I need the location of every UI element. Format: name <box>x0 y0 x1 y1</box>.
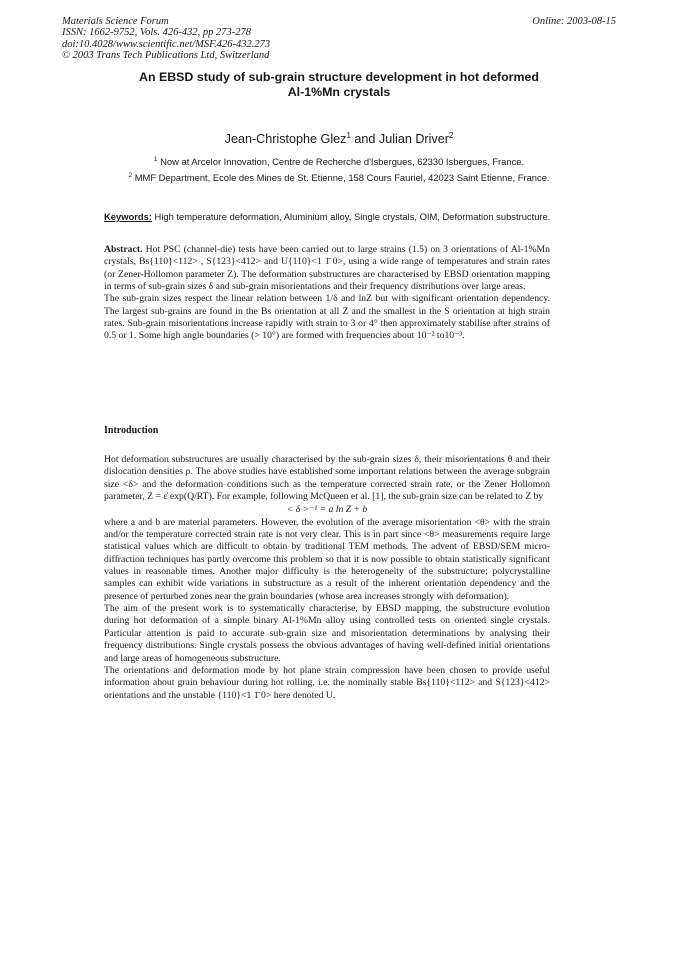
intro-paragraph-1: Hot deformation substructures are usually characterised by the sub-grain sizes δ, their misorientations θ and their dislocation densities ρ. The above studies have established some important relations between the average subgrain size <δ> and the deformation conditions such as the temperature corrected strain rate, or the Zener Hollomon parameter, Z = ε̇ exp(Q/RT). For example, following McQueen et al. [1], the sub-grain size can be related to Z by <box>104 454 550 503</box>
intro-paragraph-4: The orientations and deformation mode by hot plane strain compression have been chosen to provide useful information about grain behaviour during hot rolling, i.e. the nominally stable Bs{110}<112> and S{123}<412> orientations and the unstable {110}<1 1̄ 0> here denoted U. <box>104 664 550 701</box>
abstract-label: Abstract. <box>104 244 143 255</box>
intro-paragraph-3: The aim of the present work is to systematically characterise, by EBSD mapping, the substructure evolution during hot deformation of a simple binary Al-1%Mn alloy using controlled tests on oriented single crystals. Particular attention is paid to accurate sub-grain size and misorientation determinations by analysing their frequency distributions. Single crystals possess the obvious advantages of having well-defined initial orientations and large areas of homogeneous substructure. <box>104 603 550 664</box>
affiliation-1 <box>104 154 574 168</box>
abstract-paragraph-1 <box>104 244 550 293</box>
subgrain-equation: < δ >⁻¹ = a ln Z + b <box>286 504 368 516</box>
affiliation-1-mark: 1 <box>153 156 158 163</box>
journal-name: Materials Science Forum <box>62 16 169 27</box>
introduction-section <box>104 454 550 702</box>
abstract-text-1: Hot PSC (channel-die) tests have been carried out to large strains (1.5) on 3 orientations of Al-1%Mn crystals, Bs{110}<112> , S{123}<412> and U{110}<1 1̄ 0>, using a wide range of temperatures and strain rates (or Zener-Hollomon parameter Z). The deformation substructures are characterised by EBSD orientation mapping in terms of sub-grain sizes δ and sub-grain misorientations and their frequency distributions over large areas. <box>104 244 550 293</box>
publication-header <box>62 16 616 62</box>
affiliation-1-text: Now at Arcelor Innovation, Centre de Recherche d'Isbergues, 62330 Isbergues, France. <box>157 156 525 168</box>
title-line-1: An EBSD study of sub-grain structure development in hot deformed <box>139 70 539 84</box>
issn-line: ISSN: 1662-9752, Vols. 426-432, pp 273-278 <box>62 27 251 39</box>
paper-title <box>100 70 578 100</box>
doi-line: doi:10.4028/www.scientific.net/MSF.426-432.273 <box>62 38 271 50</box>
introduction-heading: Introduction <box>104 425 159 436</box>
online-date: Online: 2003-08-15 <box>532 16 616 27</box>
author-2-mark: 2 <box>448 131 454 140</box>
affiliation-2-mark: 2 <box>128 172 133 179</box>
abstract-section <box>104 244 550 343</box>
author-1-name: Jean-Christophe Glez <box>224 132 347 147</box>
copyright-line: © 2003 Trans Tech Publications Ltd, Switzerland <box>62 50 270 62</box>
affiliation-2-text: MMF Department, Ecole des Mines de St. Etienne, 158 Cours Fauriel, 42023 Saint Etienne, France. <box>132 172 550 184</box>
keywords-label: Keywords: <box>104 211 152 222</box>
abstract-paragraph-2: The sub-grain sizes respect the linear relation between 1/δ and lnZ but with significant orientation dependency. The largest sub-grains are found in the Bs orientation at all Z and the smallest in the S orientation at high strain rates. Sub-grain misorientations increase rapidly with strain to 3 or 4° then approximately stabilise after strains of 0.5 or 1. Some high angle boundaries (> 10°) are formed with frequencies about 10⁻² to10⁻³. <box>104 293 550 342</box>
keywords-text: High temperature deformation, Aluminium alloy, Single crystals, OIM, Deformation substructure. <box>151 211 551 222</box>
author-list <box>100 131 578 146</box>
title-line-2: Al-1%Mn crystals <box>287 85 391 99</box>
author-1-mark: 1 <box>346 131 351 140</box>
intro-paragraph-2: where a and b are material parameters. However, the evolution of the average misorientation <θ> with the strain and/or the temperature corrected strain rate is not very clear. This is in part since <θ> measurements require large statistical values which are difficult to obtain by traditional TEM methods. The advent of EBSD/SEM micro-diffraction techniques has partly overcome this problem so that it is now possible to obtain statistically significant values in reasonable times. Another major difficulty is the heterogeneity of the substructure; polycrystalline samples can exhibit wide variations in substructure as a result of the inherent orientation dependency and the presence of perturbed zones near the grain boundaries (whose area increases strongly with deformation). <box>104 516 550 602</box>
keywords-block <box>104 211 554 222</box>
affiliation-2 <box>104 170 574 184</box>
author-2-name: and Julian Driver <box>350 132 449 147</box>
